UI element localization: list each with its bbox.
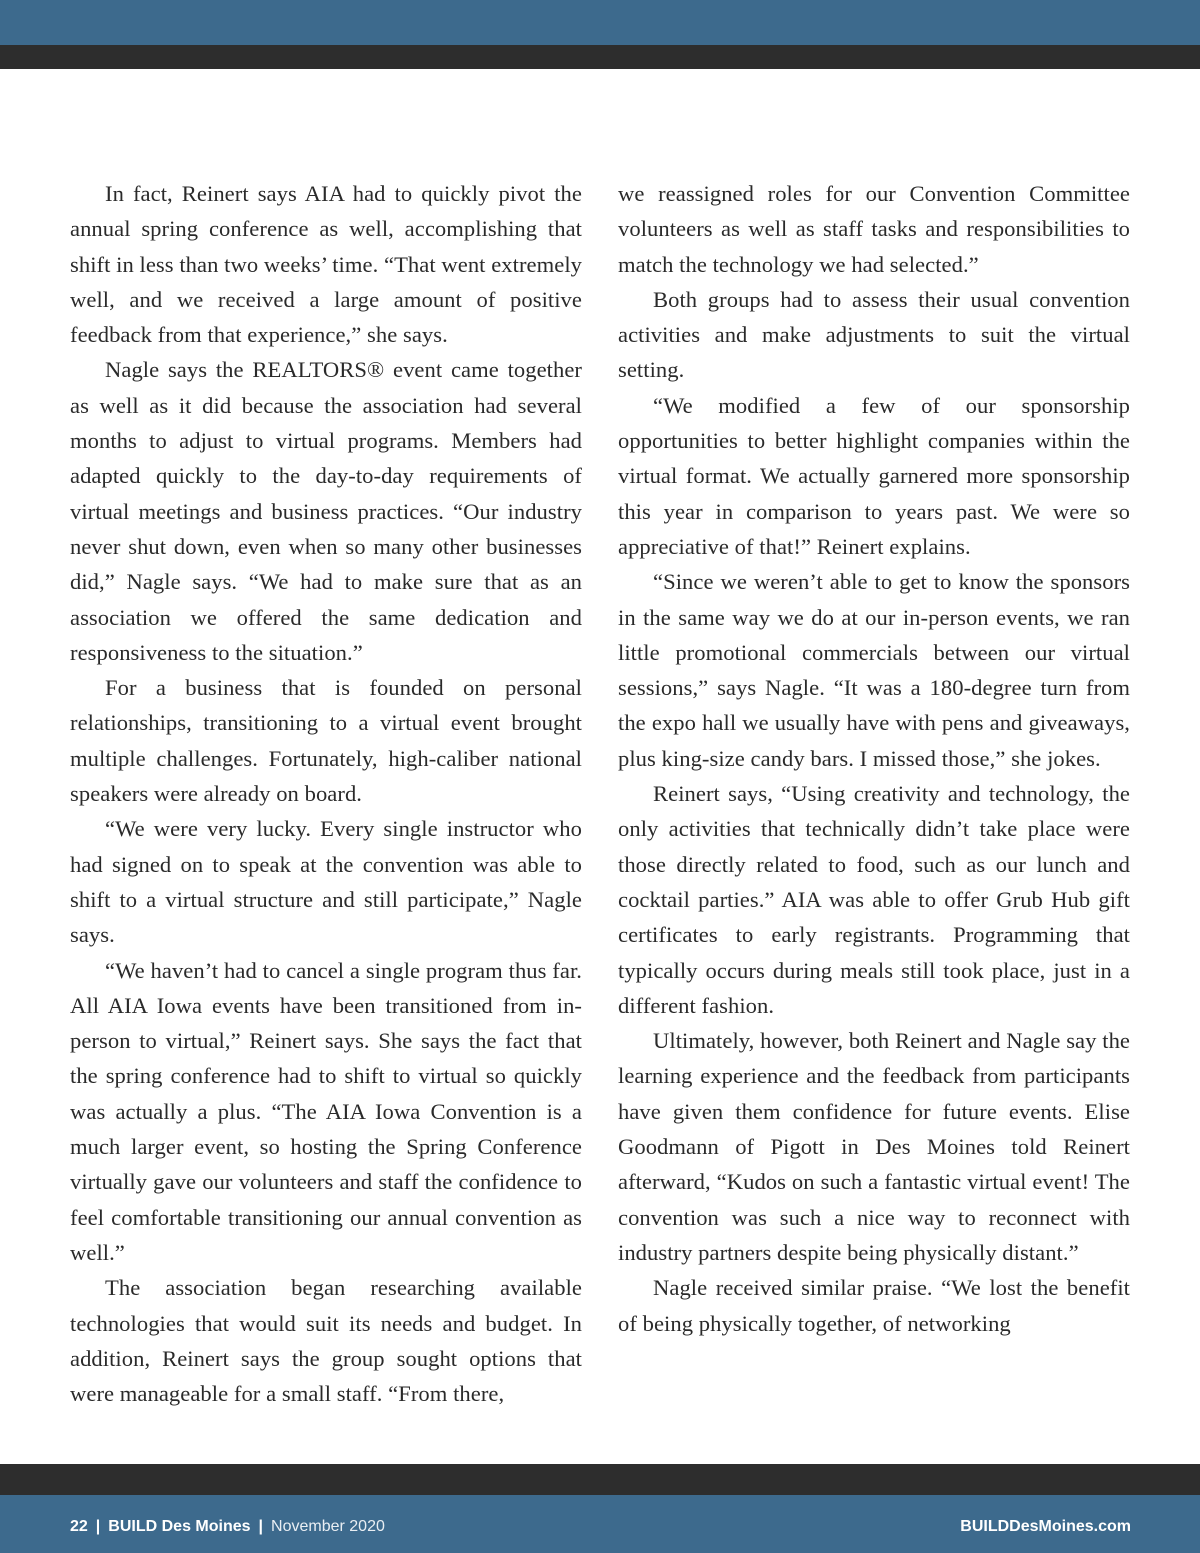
paragraph-continuation: we reassigned roles for our Convention Committee volunteers as well as staff tasks and responsibilities to match the technology we had selected.” bbox=[618, 181, 1130, 277]
paragraph: “Since we weren’t able to get to know the sponsors in the same way we do at our in-person events, we ran little promotional commercials between our virtual sessions,” says Nagle. “It was a 180-degree turn from the expo hall we usually have with pens and giveaways, plus king-size candy bars. I missed those,” she jokes. bbox=[618, 569, 1130, 771]
paragraph: Ultimately, however, both Reinert and Nagle say the learning experience and the feedback from participants have given them confidence for future events. Elise Goodmann of Pigott in Des Moines told Reinert afterward, “Kudos on such a fantastic virtual event! The convention was such a nice way to reconnect with industry partners despite being physically distant.” bbox=[618, 1028, 1130, 1265]
paragraph: The association began researching available technologies that would suit its needs and budget. In addition, Reinert says the group sought options that were manageable for a small staff. “From there, bbox=[70, 1275, 582, 1407]
article-left-column bbox=[70, 176, 582, 1411]
bottom-band-dark bbox=[0, 1464, 1200, 1495]
article-right-column bbox=[618, 176, 1130, 1341]
paragraph: Nagle received similar praise. “We lost the benefit of being physically together, of networking bbox=[618, 1275, 1130, 1336]
top-band-blue bbox=[0, 0, 1200, 45]
page-number: 22 bbox=[70, 1518, 88, 1535]
footer-separator: | bbox=[95, 1518, 101, 1535]
issue-date: November 2020 bbox=[271, 1518, 385, 1535]
paragraph: Both groups had to assess their usual convention activities and make adjustments to suit the virtual setting. bbox=[618, 286, 1130, 383]
footer-separator: | bbox=[258, 1518, 264, 1535]
paragraph: In fact, Reinert says AIA had to quickly pivot the annual spring conference as well, accomplishing that shift in less than two weeks’ time. “That went extremely well, and we received a large amount of positive feedback from that experience,” she says. bbox=[70, 181, 582, 348]
paragraph: Nagle says the REALTORS® event came together as well as it did because the association had several months to adjust to virtual programs. Members had adapted quickly to the day-to-day requirements of virtual meetings and business practices. “Our industry never shut down, even when so many other businesses did,” Nagle says. “We had to make sure that as an association we offered the same dedication and responsiveness to the situation.” bbox=[70, 357, 582, 665]
page-footer bbox=[0, 1495, 1200, 1553]
footer-folio bbox=[70, 1518, 385, 1536]
paragraph: “We were very lucky. Every single instructor who had signed on to speak at the convention was able to shift to a virtual structure and still participate,” Nagle says. bbox=[70, 816, 582, 948]
paragraph: For a business that is founded on personal relationships, transitioning to a virtual event brought multiple challenges. Fortunately, high-caliber national speakers were already on board. bbox=[70, 675, 582, 807]
publication-name: BUILD Des Moines bbox=[108, 1518, 251, 1535]
website-url: BUILDDesMoines.com bbox=[960, 1518, 1131, 1535]
top-band-dark bbox=[0, 45, 1200, 69]
paragraph: Reinert says, “Using creativity and technology, the only activities that technically didn’t take place were those directly related to food, such as our lunch and cocktail parties.” AIA was able to offer Grub Hub gift certificates to early registrants. Programming that typically occurs during meals still took place, just in a different fashion. bbox=[618, 781, 1130, 1018]
paragraph: “We haven’t had to cancel a single program thus far. All AIA Iowa events have been transitioned from in-person to virtual,” Reinert says. She says the fact that the spring conference had to shift to virtual so quickly was actually a plus. “The AIA Iowa Convention is a much larger event, so hosting the Spring Conference virtually gave our volunteers and staff the confidence to feel comfortable transitioning our annual convention as well.” bbox=[70, 957, 582, 1265]
paragraph: “We modified a few of our sponsorship opportunities to better highlight companies within the virtual format. We actually garnered more sponsorship this year in comparison to years past. We were so appreciative of that!” Reinert explains. bbox=[618, 392, 1130, 559]
